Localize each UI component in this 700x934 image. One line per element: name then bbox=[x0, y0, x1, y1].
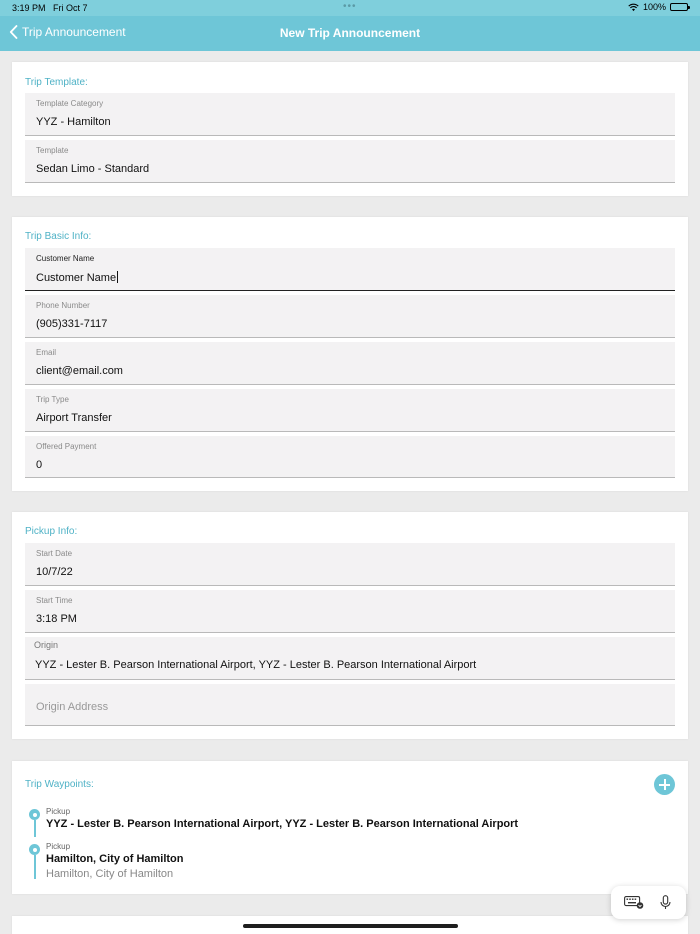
field-label: Email bbox=[36, 348, 57, 357]
status-time: 3:19 PM Fri Oct 7 bbox=[12, 3, 88, 13]
field-value: 3:18 PM bbox=[36, 613, 77, 625]
waypoint-title: Hamilton, City of Hamilton bbox=[46, 853, 184, 865]
field-label: Template bbox=[36, 146, 69, 155]
section-title-pickup: Pickup Info: bbox=[25, 526, 78, 537]
keyboard-dismiss-icon[interactable] bbox=[624, 896, 644, 909]
origin-address-placeholder: Origin Address bbox=[36, 701, 109, 713]
page-title: New Trip Announcement bbox=[279, 26, 421, 40]
template-category-field[interactable] bbox=[25, 93, 675, 136]
status-right bbox=[628, 2, 688, 12]
trip-template-card bbox=[12, 62, 688, 196]
field-value: (905)331-7117 bbox=[36, 318, 108, 330]
waypoint-pin-icon bbox=[29, 844, 40, 855]
waypoint-title: YYZ - Lester B. Pearson International Airport, YYZ - Lester B. Pearson International Airport bbox=[46, 818, 519, 830]
field-value: YYZ - Hamilton bbox=[36, 116, 111, 128]
section-title-template: Trip Template: bbox=[25, 77, 88, 88]
start-date-field[interactable] bbox=[25, 543, 675, 586]
start-time-field[interactable] bbox=[25, 590, 675, 633]
field-value-wrap bbox=[36, 271, 118, 284]
waypoint-subtitle: Hamilton, City of Hamilton bbox=[46, 868, 174, 880]
field-value: YYZ - Lester B. Pearson International Airport, YYZ - Lester B. Pearson International Airport bbox=[35, 659, 477, 671]
email-field[interactable] bbox=[25, 342, 675, 385]
field-value: 10/7/22 bbox=[36, 566, 73, 578]
microphone-icon[interactable] bbox=[660, 895, 671, 910]
field-label: Customer Name bbox=[36, 254, 95, 263]
nav-bar bbox=[0, 16, 700, 51]
waypoint-item[interactable] bbox=[25, 842, 665, 884]
trip-waypoints-card bbox=[12, 761, 688, 894]
field-label: Phone Number bbox=[36, 301, 90, 310]
field-value: Sedan Limo - Standard bbox=[36, 163, 150, 175]
field-value: client@email.com bbox=[36, 365, 123, 377]
template-field[interactable] bbox=[25, 140, 675, 183]
battery-percent: 100% bbox=[642, 2, 666, 12]
section-title-waypoints: Trip Waypoints: bbox=[25, 779, 94, 790]
field-label: Trip Type bbox=[36, 395, 69, 404]
phone-number-field[interactable] bbox=[25, 295, 675, 338]
multitask-dots-icon[interactable]: ••• bbox=[343, 1, 357, 12]
waypoint-pin-icon bbox=[29, 809, 40, 820]
field-label: Start Date bbox=[36, 549, 73, 558]
offered-payment-field[interactable] bbox=[25, 436, 675, 478]
origin-address-field[interactable] bbox=[25, 684, 675, 726]
field-value: Customer Name bbox=[36, 272, 117, 284]
waypoint-type: Pickup bbox=[46, 842, 71, 851]
status-bar bbox=[0, 0, 700, 16]
keyboard-shortcut-bar bbox=[611, 886, 686, 919]
wifi-icon bbox=[628, 3, 639, 12]
waypoint-type: Pickup bbox=[46, 807, 71, 816]
text-caret bbox=[117, 271, 118, 283]
section-title-basic: Trip Basic Info: bbox=[25, 231, 92, 242]
waypoint-connector bbox=[34, 855, 36, 879]
field-value: Airport Transfer bbox=[36, 412, 112, 424]
field-label: Offered Payment bbox=[36, 442, 97, 451]
battery-icon bbox=[670, 3, 688, 11]
trip-basic-info-card bbox=[12, 217, 688, 491]
field-label: Origin bbox=[34, 640, 59, 650]
field-value: 0 bbox=[36, 459, 43, 471]
origin-field[interactable] bbox=[25, 637, 675, 680]
back-button-label: Trip Announcement bbox=[22, 25, 126, 39]
home-indicator[interactable] bbox=[243, 924, 458, 928]
pickup-info-card bbox=[12, 512, 688, 739]
waypoint-connector bbox=[34, 820, 36, 837]
waypoint-item[interactable] bbox=[25, 807, 665, 839]
field-label: Template Category bbox=[36, 99, 104, 108]
trip-type-field[interactable] bbox=[25, 389, 675, 432]
field-label: Start Time bbox=[36, 596, 73, 605]
customer-name-field[interactable] bbox=[25, 248, 675, 291]
add-waypoint-button[interactable] bbox=[654, 774, 675, 795]
